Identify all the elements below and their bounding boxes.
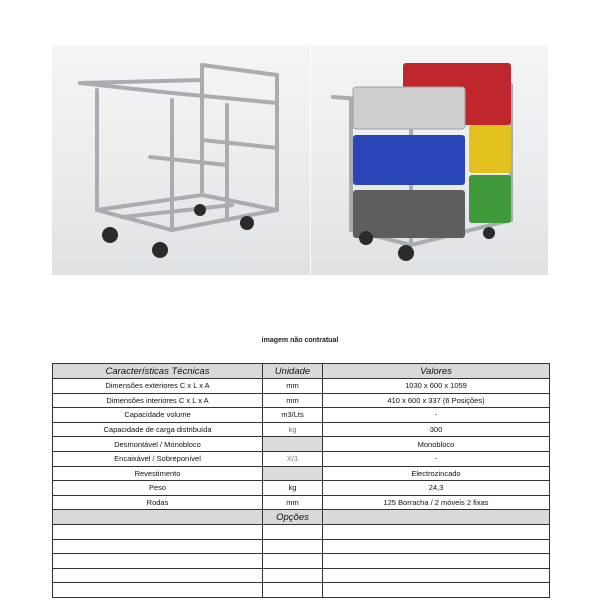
spec-label: Dimensões exteriores C x L x A	[53, 379, 263, 394]
options-blank-cell	[323, 510, 550, 525]
spec-value: 24,3	[323, 481, 550, 496]
spec-value: 125 Borracha / 2 móveis 2 fixas	[323, 495, 550, 510]
header-characteristics: Características Técnicas	[53, 364, 263, 379]
spec-value: 1030 x 600 x 1059	[323, 379, 550, 394]
trolley-loaded-illustration	[311, 45, 548, 275]
options-header-row	[53, 510, 550, 525]
table-row	[53, 379, 550, 394]
table-row	[53, 481, 550, 496]
crate-grey-light	[353, 87, 465, 129]
trolley-frame-illustration	[52, 45, 310, 275]
spec-label: Dimensões interiores C x L x A	[53, 393, 263, 408]
spec-value: -	[323, 451, 550, 466]
header-values: Valores	[323, 364, 550, 379]
spec-unit: m3/Lts	[263, 408, 323, 423]
spec-value: 410 x 600 x 337 (6 Posições)	[323, 393, 550, 408]
options-row	[53, 583, 550, 598]
header-unit: Unidade	[263, 364, 323, 379]
table-row	[53, 422, 550, 437]
options-label: Opções	[263, 510, 323, 525]
spec-label: Encaixável / Sobreponível	[53, 451, 263, 466]
spec-unit: kg	[263, 481, 323, 496]
spec-label: Revestimento	[53, 466, 263, 481]
technical-specs-table	[52, 363, 550, 598]
options-row	[53, 554, 550, 569]
table-row	[53, 393, 550, 408]
spec-unit: mm	[263, 379, 323, 394]
spec-label: Capacidade de carga distribuída	[53, 422, 263, 437]
table-row	[53, 495, 550, 510]
options-row	[53, 568, 550, 583]
spec-value: -	[323, 408, 550, 423]
trolley-frame-photo	[52, 45, 310, 275]
spec-unit: mm	[263, 495, 323, 510]
spec-unit	[263, 437, 323, 452]
trolley-loaded-photo	[311, 45, 548, 275]
crate-blue	[353, 135, 465, 185]
spec-label: Rodas	[53, 495, 263, 510]
spec-value: Monobloco	[323, 437, 550, 452]
spec-unit: kg	[263, 422, 323, 437]
options-row	[53, 539, 550, 554]
table-row	[53, 408, 550, 423]
crate-yellow	[469, 125, 511, 173]
table-row	[53, 466, 550, 481]
spec-value: 300	[323, 422, 550, 437]
crate-green	[469, 175, 511, 223]
options-blank-cell	[53, 510, 263, 525]
spec-unit	[263, 466, 323, 481]
spec-label: Peso	[53, 481, 263, 496]
spec-label: Capacidade volume	[53, 408, 263, 423]
spec-unit: mm	[263, 393, 323, 408]
table-row	[53, 451, 550, 466]
crate-grey-dark	[353, 190, 465, 238]
spec-value: Electrozincado	[323, 466, 550, 481]
table-header-row	[53, 364, 550, 379]
image-disclaimer: imagem não contratual	[261, 337, 339, 344]
options-row	[53, 524, 550, 539]
spec-unit: X/1	[263, 451, 323, 466]
spec-label: Desmontável / Monobloco	[53, 437, 263, 452]
table-row	[53, 437, 550, 452]
